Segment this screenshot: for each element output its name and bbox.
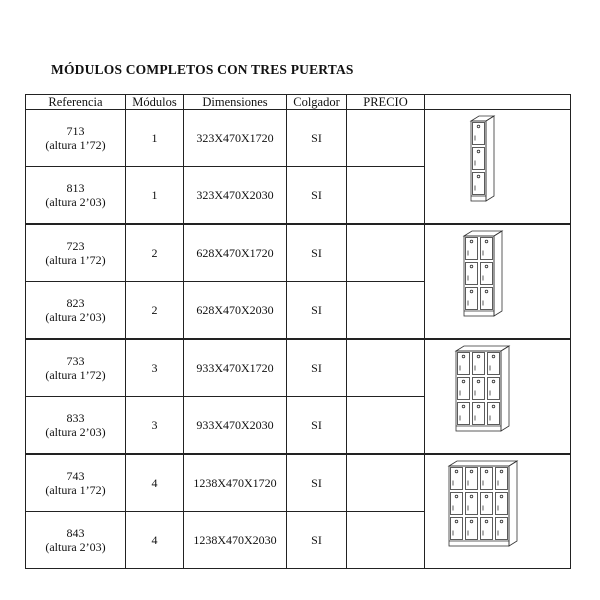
- header-dimensiones: Dimensiones: [184, 95, 287, 110]
- header-referencia: Referencia: [26, 95, 126, 110]
- locker-top-face: [449, 461, 517, 466]
- table-header-row: [26, 95, 571, 110]
- locker-door: [480, 288, 492, 310]
- locker-image-cell: [425, 339, 571, 454]
- modulos-cell: 3: [126, 397, 184, 455]
- locker-lock-icon: [470, 495, 473, 498]
- ref-height: (altura 2’03): [45, 540, 106, 554]
- precio-cell: [347, 397, 425, 455]
- locker-side-face: [509, 461, 517, 546]
- locker-lock-icon: [477, 380, 480, 383]
- locker-front-face: [449, 466, 509, 546]
- locker-door: [480, 468, 492, 490]
- modulos-cell: 1: [126, 110, 184, 167]
- table-row: [26, 339, 571, 397]
- locker-lock-icon: [455, 495, 458, 498]
- locker-door: [488, 353, 500, 375]
- locker-side-face: [501, 346, 509, 431]
- locker-door: [473, 173, 485, 195]
- locker-door: [450, 493, 462, 515]
- header-colgador: Colgador: [287, 95, 347, 110]
- locker-door: [480, 238, 492, 260]
- referencia-cell: [26, 282, 126, 340]
- locker-door: [473, 148, 485, 170]
- locker-modules-table: [25, 94, 571, 569]
- colgador-cell: SI: [287, 166, 347, 224]
- locker-lock-icon: [485, 265, 488, 268]
- colgador-cell: SI: [287, 512, 347, 569]
- colgador-cell: SI: [287, 339, 347, 397]
- locker-door: [473, 123, 485, 145]
- locker-lock-icon: [470, 290, 473, 293]
- locker-door: [450, 518, 462, 540]
- locker-side-face: [486, 116, 494, 201]
- ref-code: 813: [66, 180, 85, 195]
- dimensiones-cell: 1238X470X1720: [184, 454, 287, 512]
- locker-lock-icon: [477, 175, 480, 178]
- ref-height: (altura 1’72): [45, 137, 106, 152]
- dimensiones-cell: 933X470X1720: [184, 339, 287, 397]
- locker-door: [465, 518, 477, 540]
- locker-front-face: [471, 121, 486, 201]
- referencia-cell: [26, 512, 126, 569]
- locker-lock-icon: [470, 470, 473, 473]
- locker-image-cell: [425, 110, 571, 225]
- locker-lock-icon: [470, 265, 473, 268]
- locker-lock-icon: [485, 470, 488, 473]
- header-modulos: Módulos: [126, 95, 184, 110]
- precio-cell: [347, 166, 425, 224]
- locker-lock-icon: [485, 495, 488, 498]
- locker-door: [480, 493, 492, 515]
- locker-lock-icon: [485, 520, 488, 523]
- colgador-cell: SI: [287, 397, 347, 455]
- locker-lock-icon: [500, 495, 503, 498]
- locker-lock-icon: [462, 380, 465, 383]
- referencia-cell: [26, 224, 126, 282]
- locker-lock-icon: [500, 470, 503, 473]
- table-row: [26, 224, 571, 282]
- modulos-cell: 1: [126, 166, 184, 224]
- locker-lock-icon: [470, 520, 473, 523]
- modulos-cell: 2: [126, 282, 184, 340]
- dimensiones-cell: 1238X470X2030: [184, 512, 287, 569]
- dimensiones-cell: 933X470X2030: [184, 397, 287, 455]
- locker-door: [465, 288, 477, 310]
- dimensiones-cell: 323X470X2030: [184, 166, 287, 224]
- ref-height: (altura 1’72): [45, 368, 106, 382]
- locker-door: [465, 468, 477, 490]
- locker-lock-icon: [462, 405, 465, 408]
- header-precio: PRECIO: [347, 95, 425, 110]
- precio-cell: [347, 512, 425, 569]
- referencia-cell: [26, 166, 126, 224]
- ref-code: 743: [66, 469, 85, 483]
- locker-door: [473, 378, 485, 400]
- locker-door: [480, 263, 492, 285]
- locker-3-module-image: [452, 340, 543, 453]
- locker-lock-icon: [492, 380, 495, 383]
- locker-lock-icon: [500, 520, 503, 523]
- locker-lock-icon: [455, 470, 458, 473]
- locker-door: [473, 353, 485, 375]
- locker-4-module-image: [445, 455, 551, 568]
- locker-lock-icon: [492, 355, 495, 358]
- modulos-cell: 4: [126, 512, 184, 569]
- locker-door: [458, 403, 470, 425]
- precio-cell: [347, 110, 425, 167]
- locker-lock-icon: [455, 520, 458, 523]
- colgador-cell: SI: [287, 454, 347, 512]
- locker-lock-icon: [485, 240, 488, 243]
- ref-code: 833: [66, 411, 85, 425]
- colgador-cell: SI: [287, 282, 347, 340]
- modulos-cell: 3: [126, 339, 184, 397]
- ref-height: (altura 1’72): [45, 253, 106, 267]
- locker-door: [488, 403, 500, 425]
- locker-side-face: [494, 231, 502, 316]
- ref-code: 733: [66, 354, 85, 368]
- locker-door: [465, 493, 477, 515]
- locker-door: [495, 518, 507, 540]
- locker-front-face: [456, 351, 501, 431]
- locker-door: [495, 468, 507, 490]
- locker-lock-icon: [492, 405, 495, 408]
- locker-door: [465, 238, 477, 260]
- locker-1-module-image: [467, 110, 528, 223]
- locker-lock-icon: [470, 240, 473, 243]
- referencia-cell: [26, 454, 126, 512]
- precio-cell: [347, 282, 425, 340]
- precio-cell: [347, 339, 425, 397]
- locker-lock-icon: [462, 355, 465, 358]
- page-title: MÓDULOS COMPLETOS CON TRES PUERTAS: [51, 62, 354, 77]
- table-row: [26, 110, 571, 167]
- locker-lock-icon: [485, 290, 488, 293]
- ref-height: (altura 1’72): [45, 483, 106, 497]
- dimensiones-cell: 628X470X2030: [184, 282, 287, 340]
- locker-door: [488, 378, 500, 400]
- colgador-cell: SI: [287, 224, 347, 282]
- referencia-cell: [26, 397, 126, 455]
- referencia-cell: [26, 339, 126, 397]
- ref-code: 723: [66, 239, 85, 253]
- precio-cell: [347, 224, 425, 282]
- locker-door: [458, 378, 470, 400]
- ref-code: 823: [66, 296, 85, 310]
- locker-top-face: [456, 346, 509, 351]
- locker-image-cell: [425, 224, 571, 339]
- locker-front-face: [464, 236, 494, 316]
- locker-door: [480, 518, 492, 540]
- locker-2-module-image: [460, 225, 536, 338]
- ref-height: (altura 2’03): [45, 194, 106, 209]
- modulos-cell: 2: [126, 224, 184, 282]
- header-image: [425, 95, 571, 110]
- ref-height: (altura 2’03): [45, 425, 106, 439]
- modulos-cell: 4: [126, 454, 184, 512]
- locker-lock-icon: [477, 150, 480, 153]
- locker-door: [450, 468, 462, 490]
- ref-code: 713: [66, 123, 85, 138]
- locker-door: [495, 493, 507, 515]
- locker-top-face: [464, 231, 502, 236]
- ref-code: 843: [66, 526, 85, 540]
- dimensiones-cell: 628X470X1720: [184, 224, 287, 282]
- locker-door: [465, 263, 477, 285]
- locker-door: [458, 353, 470, 375]
- locker-door: [473, 403, 485, 425]
- locker-image-cell: [425, 454, 571, 569]
- locker-lock-icon: [477, 125, 480, 128]
- ref-height: (altura 2’03): [45, 310, 106, 324]
- referencia-cell: [26, 110, 126, 167]
- table-row: [26, 454, 571, 512]
- locker-lock-icon: [477, 355, 480, 358]
- dimensiones-cell: 323X470X1720: [184, 110, 287, 167]
- precio-cell: [347, 454, 425, 512]
- locker-lock-icon: [477, 405, 480, 408]
- colgador-cell: SI: [287, 110, 347, 167]
